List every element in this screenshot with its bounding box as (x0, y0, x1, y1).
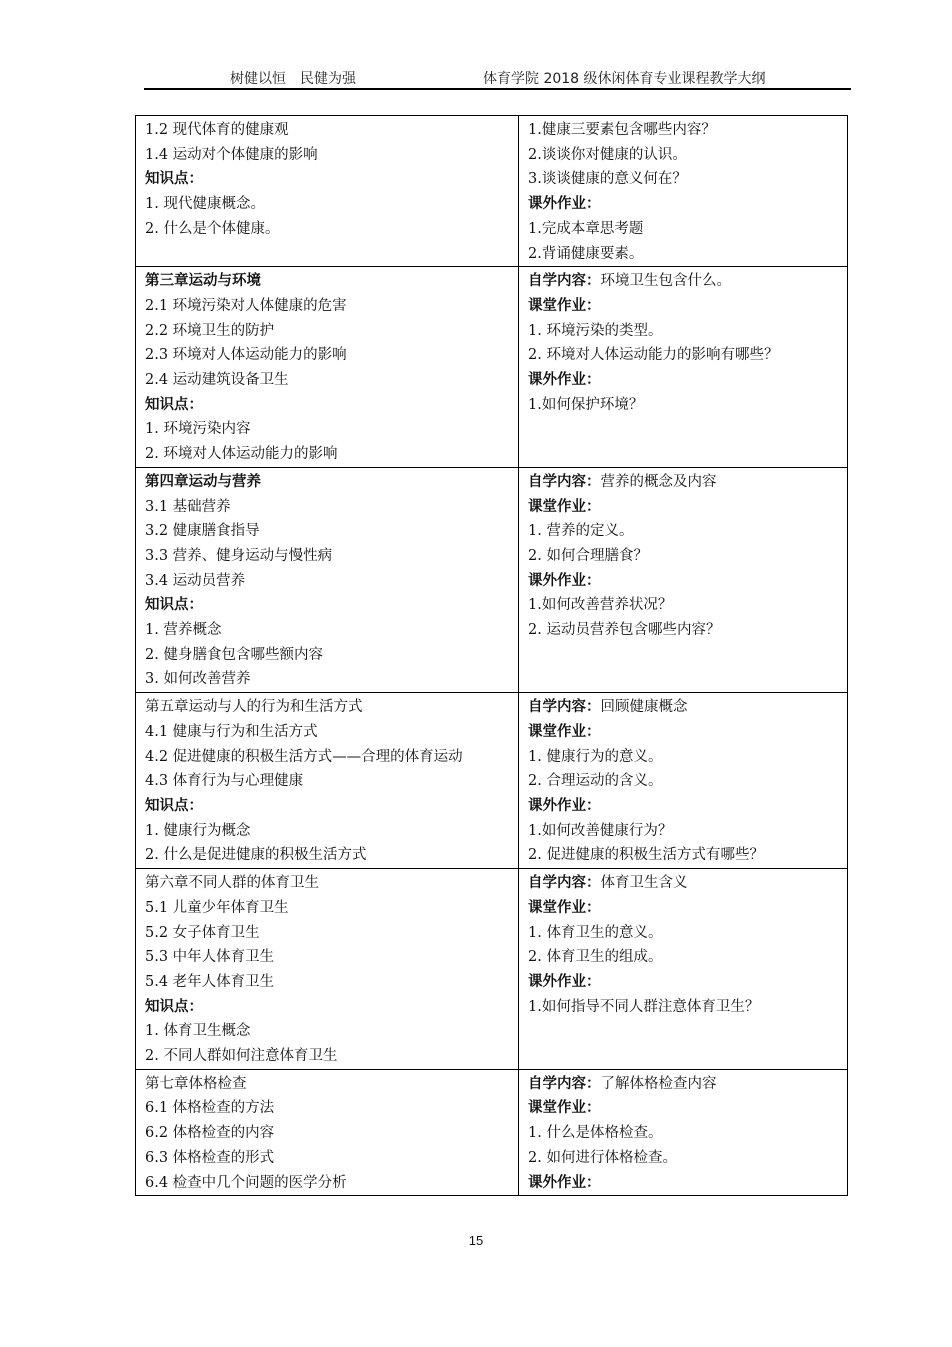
assignment-label: 课堂作业： (528, 722, 601, 740)
assignment-line (528, 544, 839, 569)
section-heading: 第四章运动与营养 (145, 472, 261, 490)
content-line: 3. 如何改善营养 (145, 671, 251, 688)
assignment-cell (519, 869, 848, 1070)
assignment-label: 课堂作业： (528, 497, 601, 515)
assignment-cell (519, 467, 848, 692)
assignment-line (528, 269, 839, 294)
assignment-line (528, 995, 839, 1020)
content-line: 2.2 环境卫生的防护 (145, 322, 275, 339)
syllabus-table (135, 115, 848, 1196)
content-line: 2. 不同人群如何注意体育卫生 (145, 1048, 338, 1065)
assignment-line (528, 167, 839, 192)
assignment-line (528, 593, 839, 618)
content-line: 1. 体育卫生概念 (145, 1023, 251, 1040)
assignment-cell (519, 693, 848, 869)
content-line: 2. 什么是个体健康。 (145, 220, 280, 237)
table-row (136, 869, 848, 1070)
assignment-text: 2.背诵健康要素。 (528, 245, 644, 262)
assignment-line (528, 618, 839, 643)
assignment-text: 2. 环境对人体运动能力的影响有哪些？ (528, 347, 779, 364)
content-line: 3.4 运动员营养 (145, 572, 246, 589)
assignment-label: 课外作业： (528, 796, 601, 814)
content-line: 2. 环境对人体运动能力的影响 (145, 446, 338, 463)
assignment-text: 营养的概念及内容 (600, 473, 717, 490)
assignment-label: 自学内容： (528, 1074, 601, 1092)
assignment-text: 2. 合理运动的含义。 (528, 773, 663, 790)
assignment-label: 课堂作业： (528, 1099, 601, 1117)
assignment-line (528, 843, 839, 868)
assignment-line (528, 192, 839, 217)
content-line: 2. 什么是促进健康的积极生活方式 (145, 847, 367, 864)
content-line: 5.1 儿童少年体育卫生 (145, 899, 289, 916)
section-heading: 第三章运动与环境 (145, 272, 261, 290)
assignment-line (528, 896, 839, 921)
assignment-line (528, 470, 839, 495)
content-line: 第七章体格检查 (145, 1075, 247, 1092)
assignment-text: 1. 营养的定义。 (528, 523, 634, 540)
assignment-label: 课堂作业： (528, 898, 601, 916)
content-line: 1.4 运动对个体健康的影响 (145, 146, 318, 163)
assignment-text: 1.如何指导不同人群注意体育卫生？ (528, 998, 760, 1015)
assignment-label: 自学内容： (528, 472, 601, 490)
assignment-line (528, 495, 839, 520)
content-line: 6.2 体格检查的内容 (145, 1125, 275, 1142)
content-line: 5.4 老年人体育卫生 (145, 973, 275, 990)
assignment-line (528, 294, 839, 319)
assignment-line (528, 368, 839, 393)
assignment-line (528, 1171, 839, 1196)
assignment-label: 自学内容： (528, 698, 601, 716)
table-row (136, 467, 848, 692)
section-heading: 知识点： (145, 170, 203, 188)
table-row (136, 116, 848, 267)
assignment-line (528, 720, 839, 745)
assignment-line (528, 1072, 839, 1097)
content-line: 6.1 体格检查的方法 (145, 1100, 275, 1117)
page-number: 15 (468, 1233, 484, 1248)
assignment-text: 2. 促进健康的积极生活方式有哪些？ (528, 847, 764, 864)
assignment-line (528, 769, 839, 794)
content-line: 1.2 现代体育的健康观 (145, 122, 289, 138)
assignment-line (528, 393, 839, 418)
content-line: 1. 现代健康概念。 (145, 196, 265, 213)
assignment-text: 2. 运动员营养包含哪些内容？ (528, 622, 721, 639)
assignment-text: 1.完成本章思考题 (528, 220, 644, 237)
assignment-line (528, 745, 839, 770)
assignment-text: 1.如何改善营养状况？ (528, 597, 673, 614)
assignment-line (528, 819, 839, 844)
assignment-line (528, 143, 839, 168)
assignment-line (528, 871, 839, 896)
chapter-content-cell (136, 116, 519, 267)
content-line: 3.3 营养、健身运动与慢性病 (145, 547, 333, 564)
assignment-label: 课堂作业： (528, 296, 601, 314)
header-motto: 树健以恒 民健为强 (230, 71, 356, 87)
assignment-text: 2. 如何合理膳食？ (528, 547, 648, 564)
assignment-label: 课外作业： (528, 571, 601, 589)
content-line: 4.3 体育行为与心理健康 (145, 773, 304, 790)
assignment-text: 3.谈谈健康的意义何在？ (528, 171, 687, 188)
assignment-label: 课外作业： (528, 371, 601, 389)
assignment-cell (519, 267, 848, 468)
assignment-line (528, 1121, 839, 1146)
assignment-label: 课外作业： (528, 1173, 601, 1191)
assignment-label: 课外作业： (528, 972, 601, 990)
assignment-line (528, 794, 839, 819)
assignment-text: 体育卫生含义 (600, 875, 688, 892)
assignment-label: 自学内容： (528, 272, 601, 290)
assignment-text: 2.谈谈你对健康的认识。 (528, 146, 687, 163)
content-line: 1. 营养概念 (145, 622, 222, 639)
content-line: 4.1 健康与行为和生活方式 (145, 723, 318, 740)
content-line: 4.2 促进健康的积极生活方式——合理的体育运动 (145, 748, 463, 765)
assignment-line (528, 118, 839, 143)
assignment-label: 自学内容： (528, 874, 601, 892)
chapter-content-cell (136, 1069, 519, 1196)
content-line: 6.4 检查中几个问题的医学分析 (145, 1174, 347, 1191)
content-line: 5.3 中年人体育卫生 (145, 949, 275, 966)
assignment-cell (519, 116, 848, 267)
assignment-text: 2. 体育卫生的组成。 (528, 949, 663, 966)
assignment-text: 1. 健康行为的意义。 (528, 748, 663, 765)
table-row (136, 267, 848, 468)
assignment-text: 1. 环境污染的类型。 (528, 322, 663, 339)
content-line: 2. 健身膳食包含哪些额内容 (145, 646, 323, 663)
table-row (136, 1069, 848, 1196)
assignment-text: 1.如何改善健康行为？ (528, 822, 673, 839)
assignment-text: 1. 体育卫生的意义。 (528, 924, 663, 941)
content-line: 第五章运动与人的行为和生活方式 (145, 699, 363, 716)
table-row (136, 693, 848, 869)
content-line: 1. 环境污染内容 (145, 421, 251, 438)
assignment-text: 回顾健康概念 (600, 699, 688, 716)
section-heading: 知识点： (145, 596, 203, 614)
section-heading: 知识点： (145, 997, 203, 1015)
content-line: 2.1 环境污染对人体健康的危害 (145, 297, 347, 314)
assignment-text: 1.健康三要素包含哪些内容？ (528, 122, 716, 138)
assignment-line (528, 217, 839, 242)
assignment-line (528, 945, 839, 970)
assignment-cell (519, 1069, 848, 1196)
content-line: 5.2 女子体育卫生 (145, 924, 260, 941)
content-line: 3.1 基础营养 (145, 498, 231, 515)
header-document-title: 体育学院 2018 级休闲体育专业课程教学大纲 (483, 71, 766, 87)
assignment-text: 了解体格检查内容 (600, 1075, 717, 1092)
assignment-text: 2. 如何进行体格检查。 (528, 1149, 677, 1166)
assignment-line (528, 242, 839, 267)
content-line: 1. 健康行为概念 (145, 822, 251, 839)
assignment-line (528, 695, 839, 720)
assignment-text: 1. 什么是体格检查。 (528, 1125, 663, 1142)
assignment-line (528, 970, 839, 995)
assignment-line (528, 319, 839, 344)
assignment-line (528, 343, 839, 368)
assignment-text: 环境卫生包含什么。 (600, 273, 731, 290)
content-line: 2.3 环境对人体运动能力的影响 (145, 347, 347, 364)
syllabus-table-body (136, 116, 848, 1196)
content-line: 2.4 运动建筑设备卫生 (145, 372, 289, 389)
content-line: 3.2 健康膳食指导 (145, 523, 260, 540)
content-line: 第六章不同人群的体育卫生 (145, 875, 319, 892)
assignment-line (528, 921, 839, 946)
assignment-label: 课外作业： (528, 195, 601, 213)
chapter-content-cell (136, 467, 519, 692)
assignment-line (528, 519, 839, 544)
section-heading: 知识点： (145, 796, 203, 814)
chapter-content-cell (136, 693, 519, 869)
chapter-content-cell (136, 869, 519, 1070)
assignment-line (528, 1146, 839, 1171)
assignment-text: 1.如何保护环境？ (528, 396, 644, 413)
assignment-line (528, 569, 839, 594)
chapter-content-cell (136, 267, 519, 468)
section-heading: 知识点： (145, 395, 203, 413)
page-header (144, 66, 851, 90)
content-line: 6.3 体格检查的形式 (145, 1149, 275, 1166)
assignment-line (528, 1096, 839, 1121)
